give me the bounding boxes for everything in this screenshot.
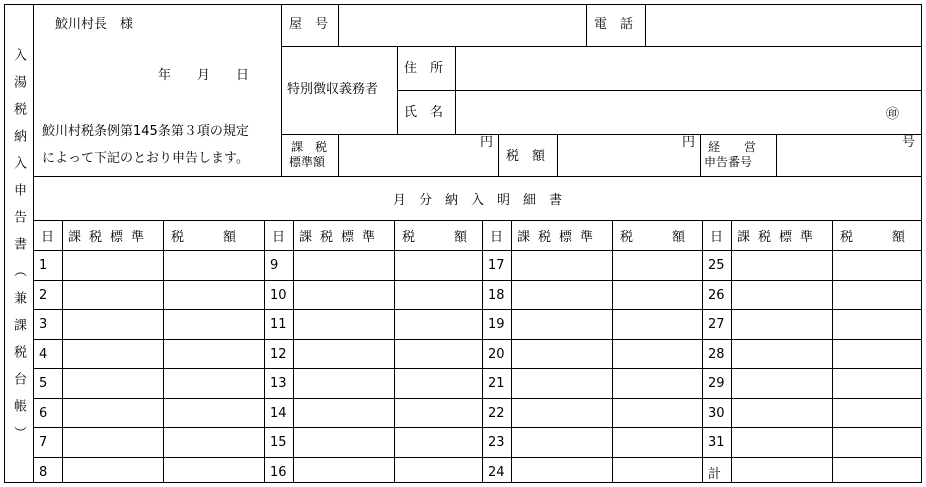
- day-number-text: 10: [270, 287, 287, 303]
- taxable-base-label-2: 標準額: [289, 155, 326, 169]
- col-head-taxable-base-text: 課税標準: [299, 230, 384, 245]
- col-head-tax-amount: [612, 221, 702, 250]
- detail-title: [33, 177, 922, 220]
- taxable-base-cell[interactable]: [512, 281, 612, 309]
- col-head-day: [33, 221, 62, 250]
- tax-amount-cell[interactable]: [395, 399, 482, 427]
- tax-amount-cell[interactable]: [395, 369, 482, 398]
- taxable-base-cell[interactable]: [512, 428, 612, 457]
- day-number-text: 29: [708, 376, 725, 391]
- taxable-base-cell[interactable]: [63, 251, 163, 280]
- taxable-base-cell[interactable]: [512, 310, 612, 339]
- seal-mark: ㊞: [886, 107, 900, 122]
- day-number-text: 1: [39, 258, 48, 273]
- number-unit: 号: [902, 135, 916, 150]
- day-number-text: 5: [39, 376, 48, 391]
- day-number-text: 2: [39, 287, 48, 303]
- tax-amount-cell[interactable]: [833, 399, 921, 427]
- day-number: [264, 369, 293, 398]
- tax-amount-cell[interactable]: [833, 369, 921, 398]
- taxable-base-cell[interactable]: [512, 369, 612, 398]
- day-number-text: 12: [270, 346, 287, 362]
- taxable-base-cell[interactable]: [732, 428, 832, 457]
- tax-amount-cell[interactable]: [833, 458, 921, 486]
- taxable-base-label-1: 課 税: [291, 140, 328, 154]
- tax-amount-cell[interactable]: [395, 428, 482, 457]
- day-number: [482, 369, 511, 398]
- day-number: [264, 340, 293, 368]
- day-number-text: 23: [488, 435, 505, 450]
- statement-line-2: によって下記のとおり申告します。: [42, 151, 249, 166]
- col-head-tax-amount-text: 税 額: [171, 230, 237, 245]
- business-label-2: 申告番号: [704, 155, 753, 169]
- tax-amount-cell[interactable]: [395, 281, 482, 309]
- tax-amount-cell[interactable]: [613, 428, 702, 457]
- taxable-base-cell[interactable]: [63, 310, 163, 339]
- day-number: [482, 428, 511, 457]
- col-head-tax-amount-text: 税 額: [402, 230, 468, 245]
- day-number-text: 19: [488, 317, 505, 332]
- tax-amount-cell[interactable]: [833, 428, 921, 457]
- col-head-day-text: 日: [271, 230, 285, 245]
- day-number-text: 16: [270, 464, 287, 480]
- tax-amount-cell[interactable]: [613, 251, 702, 280]
- day-number-text: 31: [708, 435, 725, 450]
- day-number: [33, 281, 62, 309]
- taxable-base-cell[interactable]: [294, 310, 394, 339]
- day-number: [264, 281, 293, 309]
- day-number: [33, 369, 62, 398]
- taxable-base-cell[interactable]: [732, 251, 832, 280]
- day-number-text: 9: [270, 258, 279, 273]
- day-number-text: 8: [39, 464, 48, 480]
- day-number-text: 14: [270, 405, 287, 421]
- tax-amount-cell[interactable]: [613, 399, 702, 427]
- day-number: [264, 458, 293, 486]
- day-number-text: 22: [488, 405, 505, 421]
- day-number: [702, 251, 731, 280]
- yen-unit-2: 円: [682, 135, 696, 150]
- col-head-day: [702, 221, 731, 250]
- day-number: [702, 369, 731, 398]
- taxable-base-cell[interactable]: [732, 310, 832, 339]
- day-number-text: 21: [488, 376, 505, 391]
- day-number: [482, 458, 511, 486]
- tax-amount-cell[interactable]: [164, 340, 264, 368]
- tax-amount-cell[interactable]: [833, 251, 921, 280]
- day-number: [702, 399, 731, 427]
- tax-amount-cell[interactable]: [164, 281, 264, 309]
- addressee: 鮫川村長 様: [55, 17, 134, 32]
- date-label: 年 月 日: [158, 68, 250, 83]
- col-head-taxable-base-text: 課税標準: [737, 230, 822, 245]
- taxable-base-cell[interactable]: [512, 458, 612, 486]
- day-number-text: 計: [708, 466, 722, 482]
- denwa-label: 電 話: [594, 17, 634, 32]
- day-number: [702, 310, 731, 339]
- tax-amount-cell[interactable]: [833, 310, 921, 339]
- day-number-text: 7: [39, 435, 48, 450]
- tax-amount-cell[interactable]: [613, 281, 702, 309]
- day-number: [482, 281, 511, 309]
- tax-amount-cell[interactable]: [613, 340, 702, 368]
- col-head-taxable-base: [62, 221, 163, 250]
- day-number-text: 18: [488, 287, 505, 303]
- taxable-base-cell[interactable]: [294, 399, 394, 427]
- day-number-text: 3: [39, 317, 48, 332]
- col-head-tax-amount: [394, 221, 482, 250]
- tax-amount-cell[interactable]: [613, 369, 702, 398]
- col-head-taxable-base: [511, 221, 612, 250]
- taxable-base-cell[interactable]: [512, 399, 612, 427]
- taxable-base-cell[interactable]: [294, 369, 394, 398]
- tax-amount-label: 税 額: [506, 149, 546, 164]
- day-number: [264, 251, 293, 280]
- taxable-base-cell[interactable]: [294, 428, 394, 457]
- day-number-text: 13: [270, 376, 287, 391]
- tax-amount-cell[interactable]: [164, 399, 264, 427]
- tax-amount-cell[interactable]: [164, 310, 264, 339]
- tax-amount-cell[interactable]: [164, 251, 264, 280]
- day-number: [33, 458, 62, 486]
- taxable-base-cell[interactable]: [294, 458, 394, 486]
- tax-amount-cell[interactable]: [833, 281, 921, 309]
- day-number: [264, 428, 293, 457]
- day-number-text: 30: [708, 405, 725, 421]
- day-number-text: 24: [488, 464, 505, 480]
- tax-amount-cell[interactable]: [395, 251, 482, 280]
- taxable-base-cell[interactable]: [732, 458, 832, 486]
- tax-amount-cell[interactable]: [613, 458, 702, 486]
- tax-amount-cell[interactable]: [613, 310, 702, 339]
- tax-amount-cell[interactable]: [395, 458, 482, 486]
- taxable-base-cell[interactable]: [294, 251, 394, 280]
- shimei-label: 氏 名: [404, 105, 444, 120]
- yago-label: 屋 号: [289, 17, 329, 32]
- day-number-text: 4: [39, 346, 48, 362]
- day-number-text: 26: [708, 287, 725, 303]
- taxable-base-cell[interactable]: [732, 281, 832, 309]
- tax-amount-cell[interactable]: [395, 340, 482, 368]
- day-number: [702, 281, 731, 309]
- day-number-text: 15: [270, 435, 287, 450]
- taxable-base-cell[interactable]: [63, 281, 163, 309]
- day-number: [33, 310, 62, 339]
- taxable-base-cell[interactable]: [63, 428, 163, 457]
- statement-line-1: 鮫川村税条例第145条第３項の規定: [42, 124, 249, 139]
- col-head-taxable-base: [731, 221, 832, 250]
- taxable-base-cell[interactable]: [63, 458, 163, 486]
- day-number: [702, 458, 731, 486]
- day-number: [33, 251, 62, 280]
- detail-title-text: 月 分 納 入 明 細 書: [392, 193, 562, 208]
- col-head-taxable-base-text: 課税標準: [68, 230, 153, 245]
- day-number-text: 20: [488, 346, 505, 362]
- tax-amount-cell[interactable]: [164, 369, 264, 398]
- day-number: [482, 310, 511, 339]
- tax-amount-cell[interactable]: [164, 458, 264, 486]
- day-number-text: 28: [708, 346, 725, 362]
- jusho-label: 住 所: [404, 61, 444, 76]
- col-head-taxable-base: [293, 221, 394, 250]
- day-number-text: 6: [39, 405, 48, 421]
- taxable-base-cell[interactable]: [732, 340, 832, 368]
- yen-unit-1: 円: [480, 135, 494, 150]
- col-head-tax-amount-text: 税 額: [620, 230, 686, 245]
- col-head-day: [482, 221, 511, 250]
- col-head-tax-amount: [832, 221, 921, 250]
- col-head-taxable-base-text: 課税標準: [517, 230, 602, 245]
- day-number-text: 25: [708, 258, 725, 273]
- col-head-tax-amount-text: 税 額: [840, 230, 906, 245]
- col-head-tax-amount: [163, 221, 264, 250]
- taxable-base-cell[interactable]: [294, 340, 394, 368]
- day-number: [482, 251, 511, 280]
- taxable-base-cell[interactable]: [63, 340, 163, 368]
- day-number: [482, 399, 511, 427]
- day-number: [33, 399, 62, 427]
- taxable-base-cell[interactable]: [732, 399, 832, 427]
- day-number: [482, 340, 511, 368]
- obligor-label: 特別徴収義務者: [287, 82, 379, 97]
- tax-amount-cell[interactable]: [833, 340, 921, 368]
- side-title: 入湯税納入申告書（兼課税台帳）: [11, 48, 26, 453]
- tax-amount-cell[interactable]: [395, 310, 482, 339]
- col-head-day: [264, 221, 293, 250]
- col-head-day-text: 日: [489, 230, 503, 245]
- taxable-base-cell[interactable]: [512, 340, 612, 368]
- taxable-base-cell[interactable]: [63, 369, 163, 398]
- day-number: [264, 399, 293, 427]
- day-number: [33, 428, 62, 457]
- col-head-day-text: 日: [40, 230, 54, 245]
- day-number-text: 11: [270, 317, 287, 332]
- day-number: [702, 340, 731, 368]
- taxable-base-cell[interactable]: [732, 369, 832, 398]
- col-head-day-text: 日: [709, 230, 723, 245]
- taxable-base-cell[interactable]: [294, 281, 394, 309]
- business-label-1: 経 営: [708, 140, 757, 154]
- day-number: [702, 428, 731, 457]
- day-number: [264, 310, 293, 339]
- day-number-text: 27: [708, 317, 725, 332]
- day-number-text: 17: [488, 258, 505, 273]
- taxable-base-cell[interactable]: [63, 399, 163, 427]
- day-number: [33, 340, 62, 368]
- taxable-base-cell[interactable]: [512, 251, 612, 280]
- tax-amount-cell[interactable]: [164, 428, 264, 457]
